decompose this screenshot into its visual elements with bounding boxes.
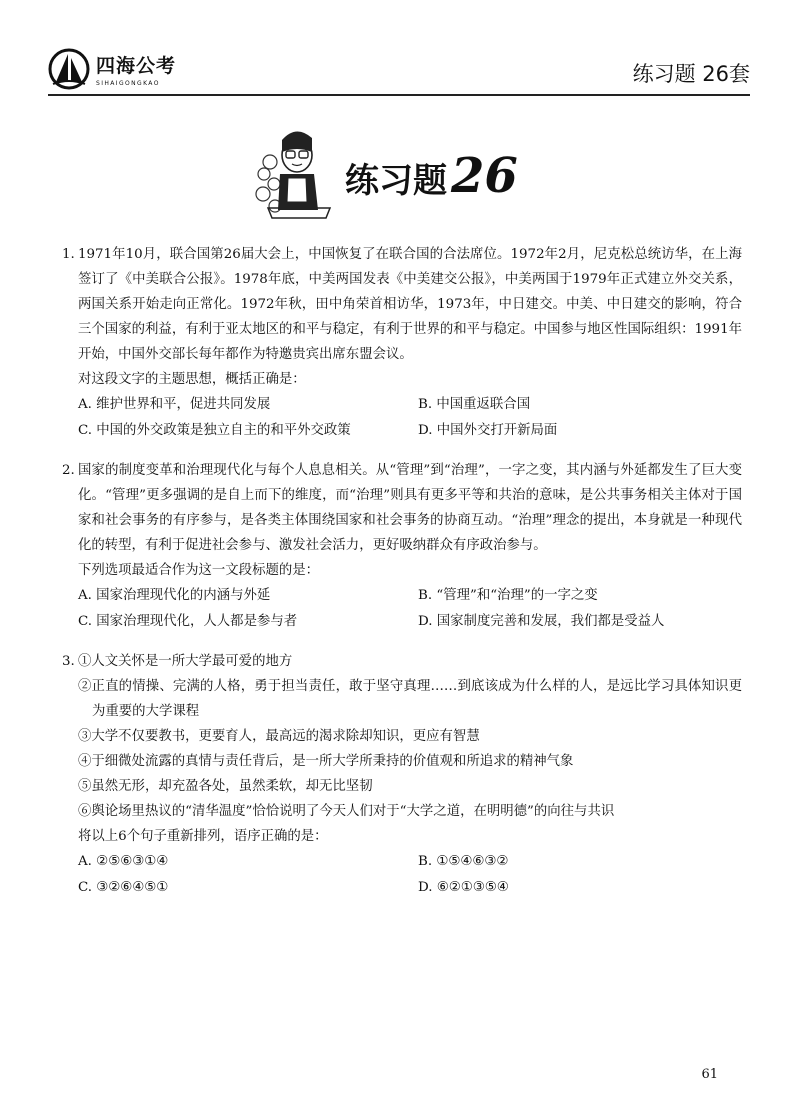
page-number: 61: [701, 1067, 718, 1082]
title-block: [250, 122, 550, 222]
exercise-number: 26: [451, 148, 518, 204]
question-stem: 下列选项最适合作为这一文段标题的是：: [78, 563, 320, 578]
option-c: C. ③②⑥④⑤①: [78, 880, 169, 895]
page-header: [48, 40, 750, 100]
option-a: A. ②⑤⑥③①④: [78, 854, 169, 869]
option-b: B. 中国重返联合国: [418, 397, 531, 412]
option-d: D. 中国外交打开新局面: [418, 423, 558, 438]
exercise-title: [345, 148, 518, 204]
options: [78, 583, 742, 635]
sentence-6: ⑥舆论场里热议的“清华温度”恰恰说明了今天人们对于“大学之道，在明明德”的向往与共识: [78, 804, 615, 819]
question-1: [62, 242, 742, 444]
questions: [62, 242, 742, 915]
sentence-4: ④于细微处流露的真情与责任背后，是一所大学所秉持的价值观和所追求的精神气象: [78, 754, 574, 769]
logo-name: 四海公考: [96, 55, 177, 77]
question-3: [62, 649, 742, 901]
option-b: B. “管理”和“治理”的一字之变: [418, 588, 598, 603]
header-divider: [48, 94, 750, 96]
header-title: 练习题 26套: [632, 62, 750, 86]
question-2: [62, 458, 742, 635]
mascot-illustration: [250, 122, 340, 222]
option-c: C. 国家治理现代化，人人都是参与者: [78, 614, 298, 629]
option-a: A. 国家治理现代化的内涵与外延: [78, 588, 271, 603]
option-b: B. ①⑤④⑥③②: [418, 854, 509, 869]
option-d: D. ⑥②①③⑤④: [418, 880, 509, 895]
sentence-2: ②正直的情操、完满的人格，勇于担当责任，敢于坚守真理……到底该成为什么样的人，是远比学习具体知识更为重要的大学课程: [78, 679, 742, 719]
question-passage: 国家的制度变革和治理现代化与每个人息息相关。从“管理”到“治理”，一字之变，其内涵与外延都发生了巨大变化。“管理”更多强调的是自上而下的维度，而“治理”则具有更多平等和共治的意味，是公共事务相关主体对于国家和社会事务的有序参与，是各类主体围绕国家和社会事务的协商互动。“治理”理念的提出，本身就是一种现代化的转型，有利于促进社会参与、激发社会活力，更好吸纳群众有序政治参与。: [78, 463, 742, 553]
option-c: C. 中国的外交政策是独立自主的和平外交政策: [78, 423, 351, 438]
question-number: 1.: [62, 247, 75, 262]
logo: [48, 48, 176, 90]
question-number: 2.: [62, 463, 75, 478]
options: [78, 392, 742, 444]
exercise-title-text: 练习题: [345, 161, 447, 201]
option-a: A. 维护世界和平，促进共同发展: [78, 397, 271, 412]
sentence-1: ①人文关怀是一所大学最可爱的地方: [78, 654, 293, 669]
sentence-5: ⑤虽然无形，却充盈各处，虽然柔软，却无比坚韧: [78, 779, 373, 794]
options: [78, 849, 742, 901]
question-stem: 将以上6个句子重新排列，语序正确的是：: [78, 829, 328, 844]
sentence-3: ③大学不仅要教书，更要育人，最高远的渴求除却知识，更应有智慧: [78, 729, 480, 744]
question-passage: 1971年10月，联合国第26届大会上，中国恢复了在联合国的合法席位。1972年2月，尼克松总统访华，在上海签订了《中美联合公报》。1978年底，中美两国发表《中美建交公报》，中美两国于1979年正式建立外交关系，两国关系开始走向正常化。1972年秋，田中角荣首相访华，1973年，中日建交。中美、中日建交的影响，符合三个国家的利益，有利于亚太地区的和平与稳定，有利于世界的和平与稳定。中国参与地区性国际组织：1991年开始，中国外交部长每年都作为特邀贵宾出席东盟会议。: [78, 247, 742, 362]
logo-sail-icon: [48, 48, 90, 90]
option-d: D. 国家制度完善和发展，我们都是受益人: [418, 614, 665, 629]
question-number: 3.: [62, 654, 75, 669]
logo-subtitle: SIHAIGONGKAO: [96, 80, 160, 87]
question-stem: 对这段文字的主题思想，概括正确是：: [78, 372, 306, 387]
